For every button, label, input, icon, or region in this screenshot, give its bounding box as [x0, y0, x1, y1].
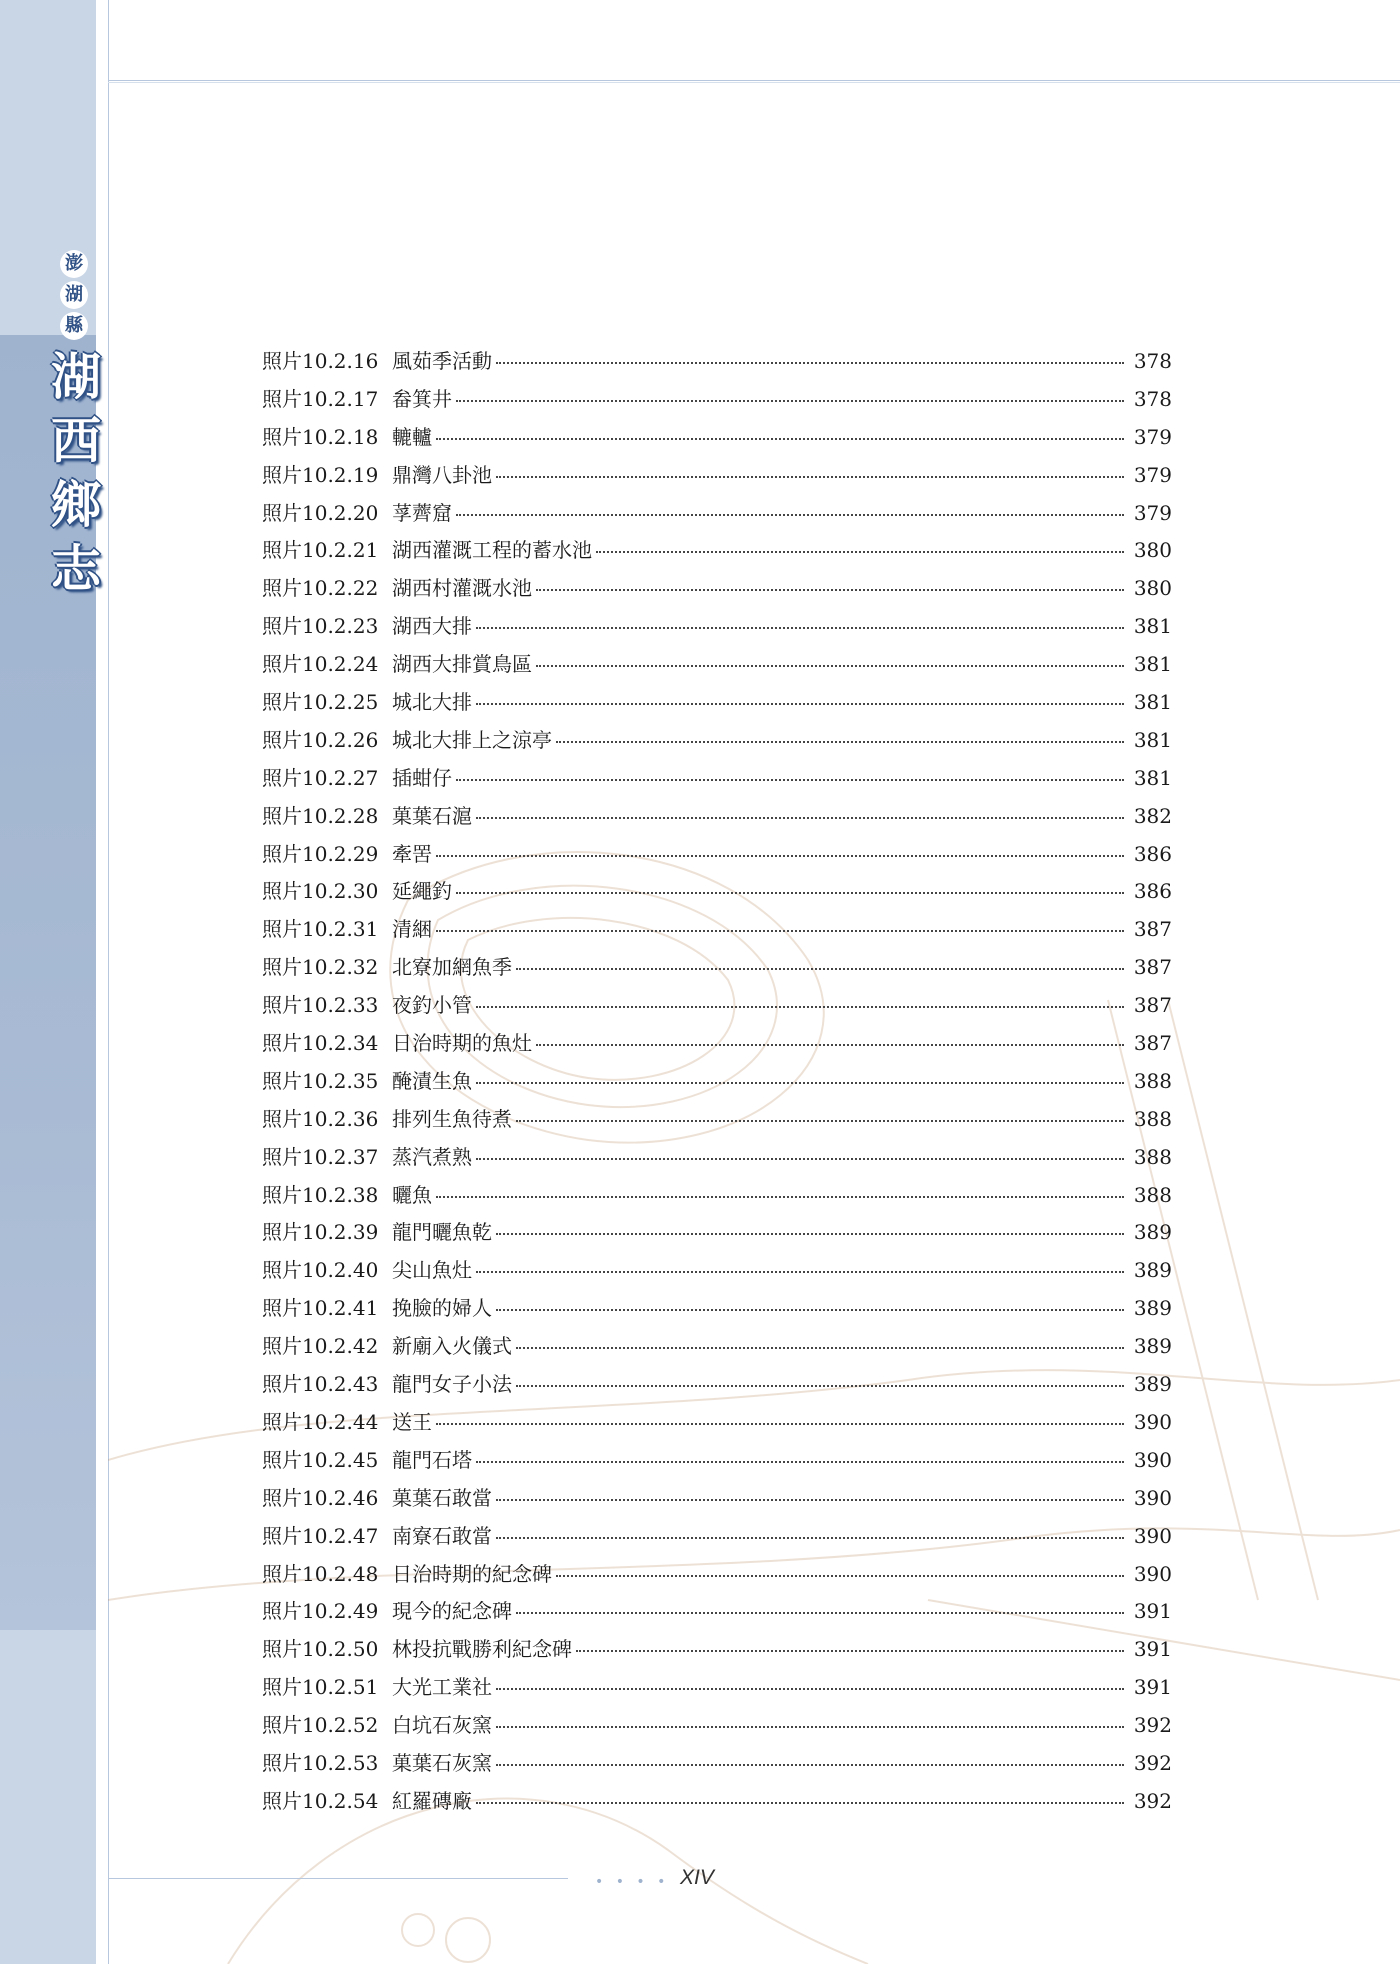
entry-number: 照片10.2.41	[262, 1296, 379, 1321]
toc-row	[262, 1292, 1172, 1330]
entry-title: 延繩釣	[392, 879, 452, 904]
entry-page: 379	[1133, 462, 1172, 487]
entry-page: 378	[1133, 349, 1172, 373]
dot-leader	[476, 1158, 1124, 1160]
entry-number: 照片10.2.33	[262, 993, 379, 1018]
toc-row	[262, 913, 1172, 951]
entry-title: 菓葉石灰窯	[392, 1750, 492, 1775]
toc-row	[262, 989, 1172, 1027]
entry-title: 南寮石敢當	[392, 1523, 492, 1548]
toc-row	[262, 686, 1172, 724]
toc-row	[262, 875, 1172, 913]
dot-leader	[476, 1082, 1124, 1084]
toc-row	[262, 1558, 1172, 1596]
book-title-char: 鄉	[51, 476, 101, 534]
toc-row	[262, 1709, 1172, 1747]
entry-number: 照片10.2.50	[262, 1637, 379, 1662]
toc-row	[262, 1633, 1172, 1671]
dot-leader	[536, 665, 1124, 667]
dot-leader	[496, 362, 1124, 364]
entry-number: 照片10.2.18	[262, 424, 379, 449]
entry-page: 390	[1133, 1409, 1172, 1434]
entry-title: 林投抗戰勝利紀念碑	[392, 1637, 572, 1662]
entry-number: 照片10.2.44	[262, 1409, 379, 1434]
dot-leader	[496, 476, 1124, 478]
entry-page: 391	[1133, 1599, 1172, 1624]
toc-row	[262, 610, 1172, 648]
entry-title: 湖西灌溉工程的蓄水池	[392, 538, 592, 563]
entry-title: 日治時期的紀念碑	[392, 1561, 552, 1586]
county-badges	[60, 250, 92, 343]
county-char: 湖	[60, 281, 88, 309]
entry-page: 388	[1133, 1182, 1172, 1207]
dot-leader	[496, 1233, 1124, 1235]
toc-row	[262, 497, 1172, 535]
entry-page: 390	[1133, 1485, 1172, 1510]
table-of-contents	[262, 345, 1172, 1823]
book-title-char: 志	[51, 540, 101, 598]
entry-title: 現今的紀念碑	[392, 1599, 512, 1624]
page-number: XIV	[680, 1866, 714, 1889]
entry-title: 龍門石塔	[392, 1447, 472, 1472]
entry-title: 送王	[392, 1409, 432, 1434]
toc-row	[262, 1671, 1172, 1709]
entry-title: 龍門女子小法	[392, 1372, 512, 1397]
dot-leader	[496, 1726, 1124, 1728]
dot-leader	[456, 400, 1124, 402]
toc-row	[262, 1141, 1172, 1179]
toc-row	[262, 1747, 1172, 1785]
dot-leader	[556, 741, 1124, 743]
entry-title: 菓葉石敢當	[392, 1485, 492, 1510]
entry-title: 夜釣小管	[392, 993, 472, 1018]
toc-row	[262, 1027, 1172, 1065]
dot-leader	[536, 589, 1124, 591]
entry-page: 389	[1133, 1334, 1172, 1359]
entry-title: 挽臉的婦人	[392, 1296, 492, 1321]
toc-row	[262, 1065, 1172, 1103]
dot-leader	[476, 1802, 1124, 1804]
entry-page: 378	[1133, 386, 1172, 411]
entry-number: 照片10.2.48	[262, 1561, 379, 1586]
entry-page: 379	[1133, 500, 1172, 525]
entry-number: 照片10.2.37	[262, 1144, 379, 1169]
dot-leader	[516, 1120, 1124, 1122]
entry-page: 389	[1133, 1220, 1172, 1245]
entry-number: 照片10.2.16	[262, 349, 379, 373]
toc-row	[262, 421, 1172, 459]
entry-title: 龍門曬魚乾	[392, 1220, 492, 1245]
entry-number: 照片10.2.28	[262, 803, 379, 828]
dot-leader	[556, 1575, 1124, 1577]
book-title-char: 西	[51, 412, 101, 470]
entry-page: 382	[1133, 803, 1172, 828]
toc-row	[262, 1330, 1172, 1368]
toc-row	[262, 762, 1172, 800]
entry-number: 照片10.2.46	[262, 1485, 379, 1510]
dot-leader	[496, 1309, 1124, 1311]
entry-page: 388	[1133, 1068, 1172, 1093]
entry-number: 照片10.2.36	[262, 1106, 379, 1131]
entry-title: 北寮加網魚季	[392, 955, 512, 980]
entry-number: 照片10.2.39	[262, 1220, 379, 1245]
entry-title: 尖山魚灶	[392, 1258, 472, 1283]
entry-number: 照片10.2.30	[262, 879, 379, 904]
entry-number: 照片10.2.23	[262, 614, 379, 639]
toc-row	[262, 1254, 1172, 1292]
header-rule	[108, 80, 1400, 81]
entry-number: 照片10.2.35	[262, 1068, 379, 1093]
book-title	[48, 345, 104, 601]
toc-row	[262, 1368, 1172, 1406]
entry-number: 照片10.2.49	[262, 1599, 379, 1624]
entry-page: 389	[1133, 1296, 1172, 1321]
toc-row	[262, 724, 1172, 762]
entry-title: 湖西大排	[392, 614, 472, 639]
entry-title: 轆轤	[392, 424, 432, 449]
entry-number: 照片10.2.19	[262, 462, 379, 487]
entry-number: 照片10.2.47	[262, 1523, 379, 1548]
entry-page: 390	[1133, 1523, 1172, 1548]
entry-page: 387	[1133, 1031, 1172, 1056]
footer-dots: • • • •	[595, 1874, 670, 1890]
book-title-char: 湖	[51, 348, 101, 406]
entry-title: 菓葉石滬	[392, 803, 472, 828]
toc-row	[262, 1103, 1172, 1141]
dot-leader	[516, 1347, 1124, 1349]
toc-row	[262, 534, 1172, 572]
entry-number: 照片10.2.34	[262, 1031, 379, 1056]
dot-leader	[476, 1271, 1124, 1273]
dot-leader	[476, 703, 1124, 705]
footer-rule	[108, 1878, 568, 1879]
entry-page: 379	[1133, 424, 1172, 449]
dot-leader	[476, 1461, 1124, 1463]
entry-title: 城北大排上之涼亭	[392, 727, 552, 752]
toc-row	[262, 1444, 1172, 1482]
toc-row	[262, 1595, 1172, 1633]
entry-page: 388	[1133, 1106, 1172, 1131]
dot-leader	[436, 855, 1124, 857]
toc-row	[262, 838, 1172, 876]
entry-page: 387	[1133, 993, 1172, 1018]
entry-page: 386	[1133, 841, 1172, 866]
toc-row	[262, 1785, 1172, 1823]
county-char: 縣	[60, 312, 88, 340]
dot-leader	[456, 514, 1124, 516]
entry-number: 照片10.2.45	[262, 1447, 379, 1472]
dot-leader	[436, 1423, 1124, 1425]
toc-row	[262, 800, 1172, 838]
toc-row	[262, 951, 1172, 989]
entry-number: 照片10.2.31	[262, 917, 379, 942]
dot-leader	[436, 930, 1124, 932]
entry-number: 照片10.2.42	[262, 1334, 379, 1359]
dot-leader	[496, 1764, 1124, 1766]
dot-leader	[436, 438, 1124, 440]
entry-page: 390	[1133, 1447, 1172, 1472]
dot-leader	[436, 1196, 1124, 1198]
toc-row	[262, 345, 1172, 383]
dot-leader	[476, 627, 1124, 629]
entry-page: 389	[1133, 1258, 1172, 1283]
entry-number: 照片10.2.52	[262, 1713, 379, 1738]
entry-title: 紅羅磚廠	[392, 1788, 472, 1813]
entry-title: 城北大排	[392, 690, 472, 715]
entry-page: 387	[1133, 917, 1172, 942]
entry-page: 388	[1133, 1144, 1172, 1169]
entry-page: 390	[1133, 1561, 1172, 1586]
entry-number: 照片10.2.40	[262, 1258, 379, 1283]
entry-number: 照片10.2.27	[262, 765, 379, 790]
entry-page: 389	[1133, 1372, 1172, 1397]
entry-title: 蒸汽煮熟	[392, 1144, 472, 1169]
entry-number: 照片10.2.26	[262, 727, 379, 752]
entry-number: 照片10.2.21	[262, 538, 379, 563]
entry-number: 照片10.2.29	[262, 841, 379, 866]
dot-leader	[476, 1006, 1124, 1008]
entry-number: 照片10.2.22	[262, 576, 379, 601]
entry-number: 照片10.2.25	[262, 690, 379, 715]
entry-title: 風茹季活動	[392, 349, 492, 373]
entry-title: 插蚶仔	[392, 765, 452, 790]
entry-title: 醃漬生魚	[392, 1068, 472, 1093]
entry-title: 莩薺窟	[392, 500, 452, 525]
entry-number: 照片10.2.51	[262, 1675, 379, 1700]
county-char: 澎	[60, 250, 88, 278]
dot-leader	[516, 1612, 1124, 1614]
entry-page: 392	[1133, 1750, 1172, 1775]
dot-leader	[516, 968, 1124, 970]
entry-page: 391	[1133, 1675, 1172, 1700]
entry-page: 381	[1133, 765, 1172, 790]
toc-row	[262, 383, 1172, 421]
entry-title: 大光工業社	[392, 1675, 492, 1700]
toc-row	[262, 1520, 1172, 1558]
toc-row	[262, 459, 1172, 497]
entry-title: 日治時期的魚灶	[392, 1031, 532, 1056]
entry-page: 386	[1133, 879, 1172, 904]
dot-leader	[516, 1385, 1124, 1387]
entry-title: 湖西村灌溉水池	[392, 576, 532, 601]
entry-number: 照片10.2.32	[262, 955, 379, 980]
sidebar	[0, 0, 101, 1964]
entry-number: 照片10.2.24	[262, 652, 379, 677]
entry-title: 排列生魚待煮	[392, 1106, 512, 1131]
entry-title: 白坑石灰窯	[392, 1713, 492, 1738]
toc-row	[262, 1216, 1172, 1254]
dot-leader	[536, 1044, 1124, 1046]
dot-leader	[496, 1537, 1124, 1539]
entry-page: 392	[1133, 1713, 1172, 1738]
entry-page: 387	[1133, 955, 1172, 980]
entry-page: 381	[1133, 652, 1172, 677]
dot-leader	[576, 1650, 1124, 1652]
entry-title: 鼎灣八卦池	[392, 462, 492, 487]
entry-page: 391	[1133, 1637, 1172, 1662]
entry-number: 照片10.2.54	[262, 1788, 379, 1813]
entry-number: 照片10.2.43	[262, 1372, 379, 1397]
toc-row	[262, 1179, 1172, 1217]
dot-leader	[476, 817, 1124, 819]
entry-page: 380	[1133, 538, 1172, 563]
toc-row	[262, 1406, 1172, 1444]
entry-title: 曬魚	[392, 1182, 432, 1207]
entry-page: 380	[1133, 576, 1172, 601]
entry-page: 392	[1133, 1788, 1172, 1813]
entry-number: 照片10.2.53	[262, 1750, 379, 1775]
entry-title: 牽罟	[392, 841, 432, 866]
entry-number: 照片10.2.20	[262, 500, 379, 525]
entry-title: 畚箕井	[392, 386, 452, 411]
toc-row	[262, 572, 1172, 610]
entry-number: 照片10.2.38	[262, 1182, 379, 1207]
dot-leader	[496, 1499, 1124, 1501]
entry-page: 381	[1133, 690, 1172, 715]
toc-row	[262, 648, 1172, 686]
entry-title: 新廟入火儀式	[392, 1334, 512, 1359]
toc-row	[262, 1482, 1172, 1520]
header-rule-secondary	[108, 82, 1400, 83]
dot-leader	[496, 1688, 1124, 1690]
entry-number: 照片10.2.17	[262, 386, 379, 411]
entry-page: 381	[1133, 727, 1172, 752]
entry-title: 清綑	[392, 917, 432, 942]
dot-leader	[456, 779, 1124, 781]
entry-title: 湖西大排賞鳥區	[392, 652, 532, 677]
dot-leader	[456, 892, 1124, 894]
entry-page: 381	[1133, 614, 1172, 639]
dot-leader	[596, 551, 1124, 553]
